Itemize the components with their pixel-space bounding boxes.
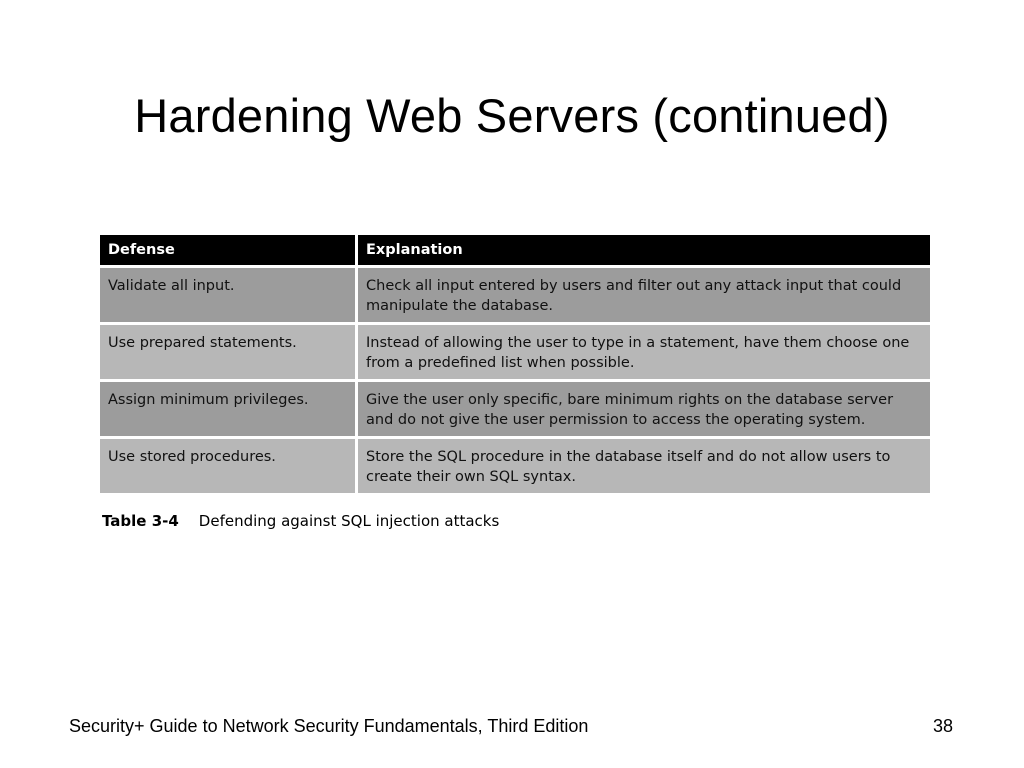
defense-cell: Use stored procedures. bbox=[100, 439, 358, 496]
defense-cell: Use prepared statements. bbox=[100, 325, 358, 382]
table-row bbox=[100, 325, 930, 382]
table-caption-text: Defending against SQL injection attacks bbox=[198, 512, 500, 530]
defense-cell: Validate all input. bbox=[100, 268, 358, 325]
slide-title: Hardening Web Servers (continued) bbox=[134, 89, 890, 142]
explanation-cell: Instead of allowing the user to type in a statement, have them choose one from a predefined list when possible. bbox=[358, 325, 930, 382]
table-row bbox=[100, 382, 930, 439]
table-caption-label: Table 3-4 bbox=[102, 512, 179, 530]
defense-table bbox=[100, 235, 930, 496]
table-caption bbox=[102, 511, 499, 531]
defense-cell: Assign minimum privileges. bbox=[100, 382, 358, 439]
explanation-cell: Store the SQL procedure in the database itself and do not allow users to create their own SQL syntax. bbox=[358, 439, 930, 496]
table-header-row bbox=[100, 235, 930, 268]
table-row bbox=[100, 268, 930, 325]
defense-table-container bbox=[100, 235, 930, 496]
column-header-defense: Defense bbox=[100, 235, 358, 268]
column-header-explanation: Explanation bbox=[358, 235, 930, 268]
table-row bbox=[100, 439, 930, 496]
footer-page-number: 38 bbox=[932, 716, 953, 736]
footer-book-title: Security+ Guide to Network Security Fundamentals, Third Edition bbox=[69, 716, 589, 736]
explanation-cell: Give the user only specific, bare minimum rights on the database server and do not give the user permission to access the operating system. bbox=[358, 382, 930, 439]
explanation-cell: Check all input entered by users and filter out any attack input that could manipulate the database. bbox=[358, 268, 930, 325]
